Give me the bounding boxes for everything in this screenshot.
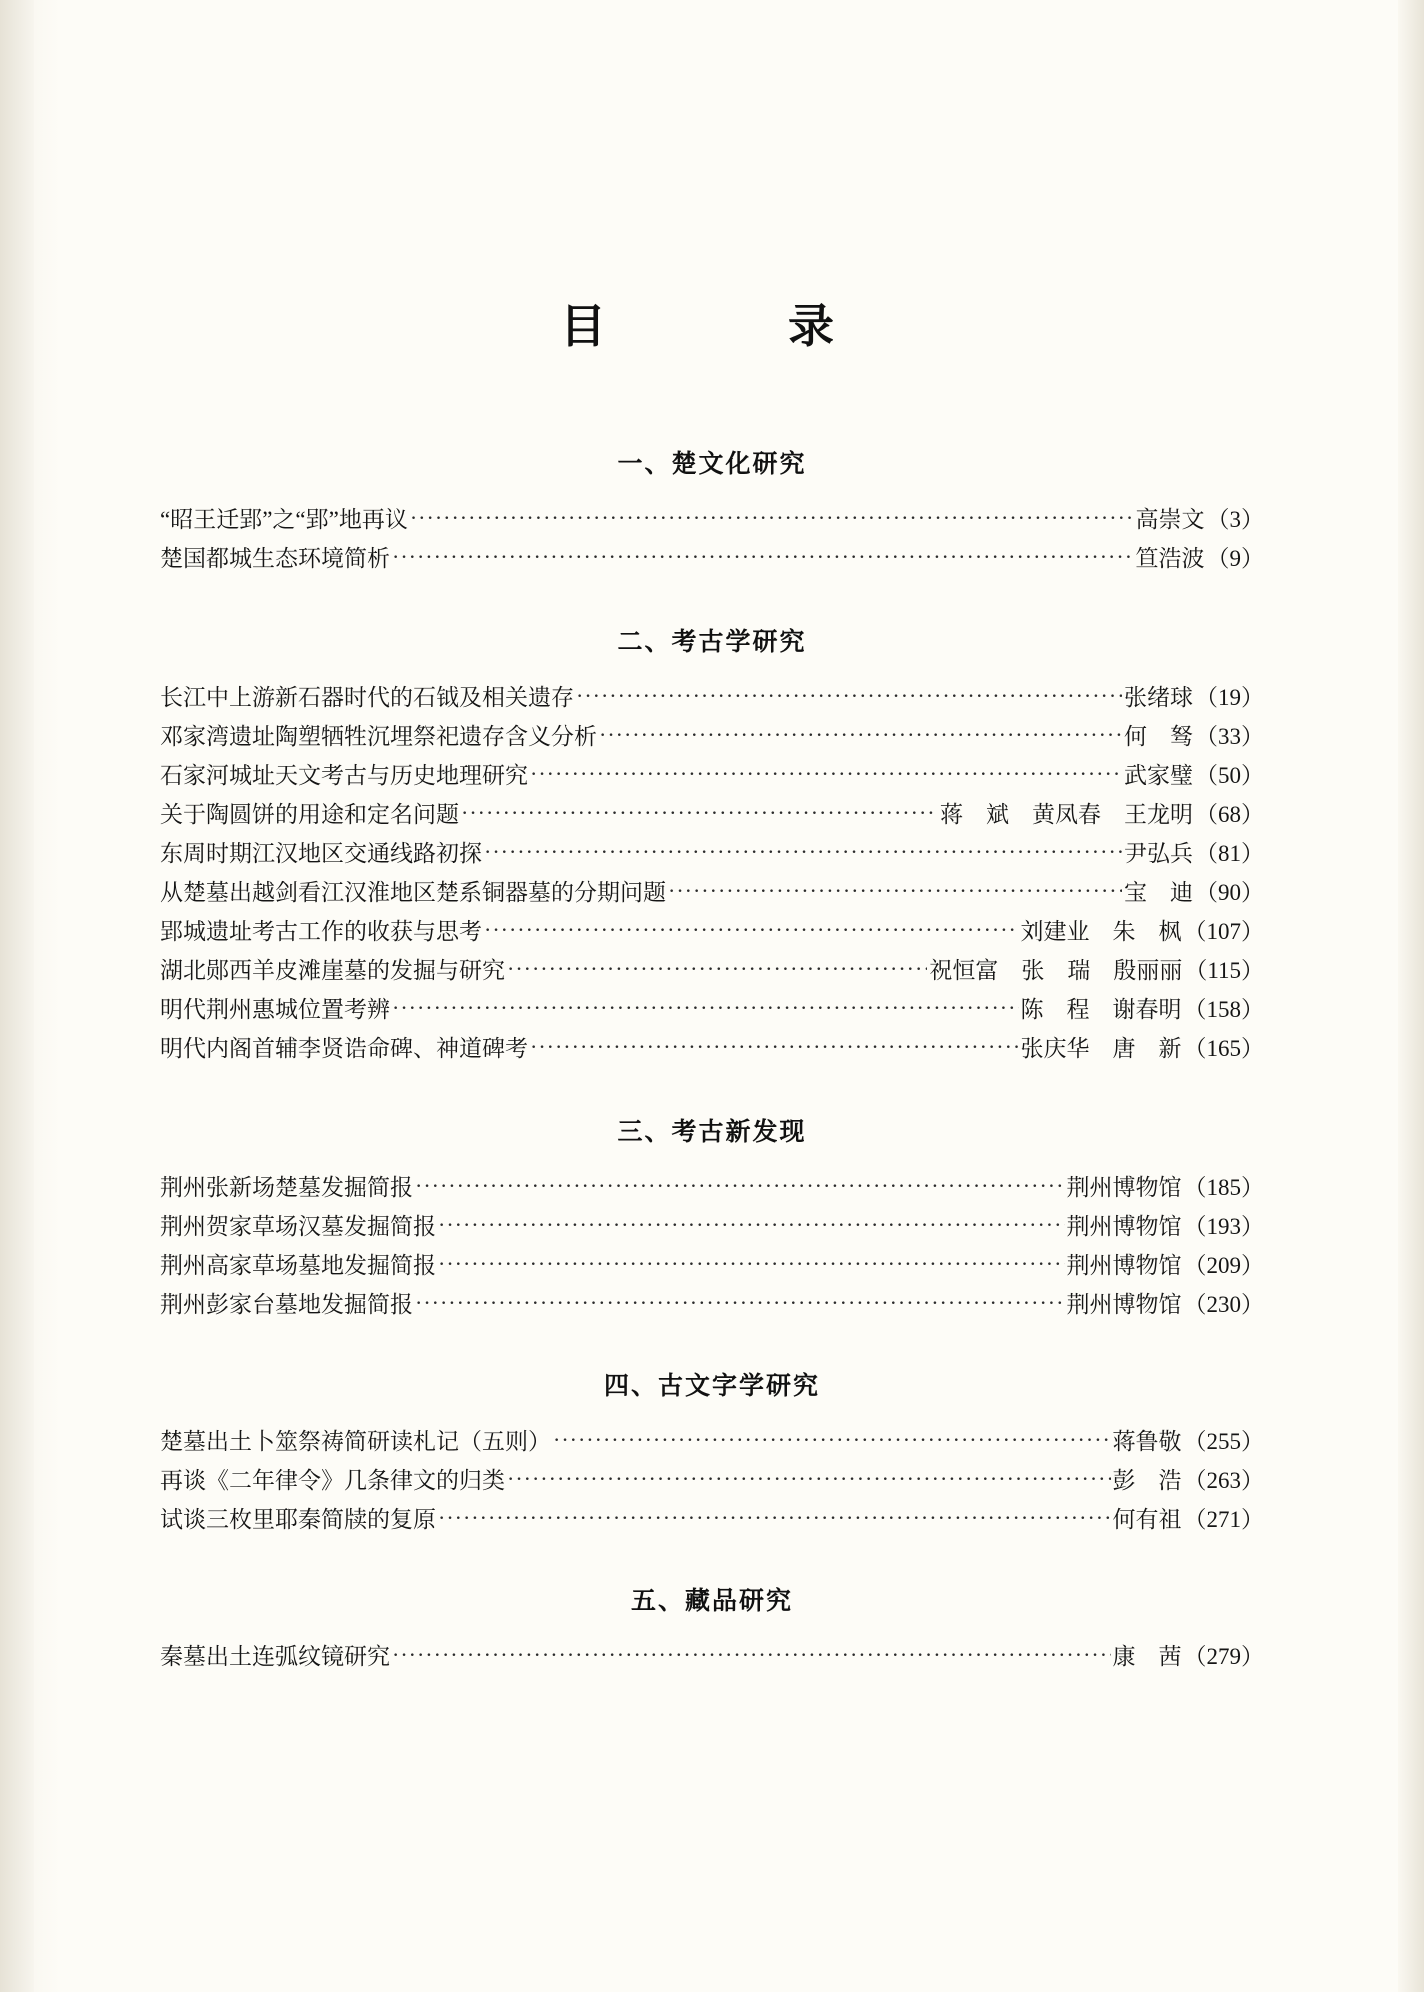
dot-leader bbox=[530, 1036, 1019, 1058]
page-title: 目 录 bbox=[560, 301, 864, 352]
toc-entry[interactable] bbox=[160, 539, 1264, 578]
entry-title: 再谈《二年律令》几条律文的归类 bbox=[160, 1468, 505, 1493]
toc-entry[interactable] bbox=[160, 873, 1264, 912]
entry-authors: 张绪球 bbox=[1124, 685, 1193, 710]
entry-authors: 康 茜 bbox=[1112, 1644, 1182, 1669]
dot-leader bbox=[415, 1292, 1065, 1314]
entry-title: 郢城遗址考古工作的收获与思考 bbox=[160, 919, 482, 944]
dot-leader bbox=[410, 507, 1134, 529]
entry-authors: 荆州博物馆 bbox=[1066, 1253, 1182, 1278]
section-heading-4: 四、古文字学研究 bbox=[603, 1373, 820, 1400]
entry-authors: 何 驽 bbox=[1124, 724, 1193, 749]
toc-entry[interactable] bbox=[160, 1207, 1264, 1246]
toc-entry[interactable] bbox=[160, 756, 1264, 795]
entry-title: 从楚墓出越剑看江汉淮地区楚系铜器墓的分期问题 bbox=[160, 880, 666, 905]
dot-leader bbox=[507, 958, 927, 980]
section-heading-5: 五、藏品研究 bbox=[630, 1588, 793, 1615]
entry-page-number: （165） bbox=[1183, 1036, 1264, 1061]
toc-entry[interactable] bbox=[160, 834, 1264, 873]
entry-title: 石家河城址天文考古与历史地理研究 bbox=[160, 763, 528, 788]
dot-leader bbox=[599, 724, 1122, 746]
entry-title: 秦墓出土连弧纹镜研究 bbox=[160, 1644, 390, 1669]
entry-title: 荆州高家草场墓地发掘简报 bbox=[160, 1253, 436, 1278]
dot-leader bbox=[553, 1429, 1111, 1451]
section-heading-3: 三、考古新发现 bbox=[617, 1119, 807, 1146]
entry-page-number: （279） bbox=[1183, 1644, 1264, 1669]
toc-entry[interactable] bbox=[160, 1029, 1264, 1068]
toc-entry[interactable] bbox=[160, 717, 1264, 756]
dot-leader bbox=[576, 685, 1122, 707]
toc-entry[interactable] bbox=[160, 795, 1264, 834]
toc-entry[interactable] bbox=[160, 1637, 1264, 1676]
entry-authors: 张庆华 唐 新 bbox=[1020, 1036, 1182, 1061]
entry-page-number: （50） bbox=[1195, 763, 1264, 788]
toc-entry[interactable] bbox=[160, 1246, 1264, 1285]
entry-page-number: （9） bbox=[1206, 546, 1264, 571]
dot-leader bbox=[507, 1468, 1111, 1490]
toc-entry[interactable] bbox=[160, 1422, 1264, 1461]
entry-title: 邓家湾遗址陶塑牺牲沉埋祭祀遗存含义分析 bbox=[160, 724, 597, 749]
entry-page-number: （107） bbox=[1183, 919, 1264, 944]
entry-authors: 彭 浩 bbox=[1112, 1468, 1182, 1493]
entry-title: 荆州贺家草场汉墓发掘简报 bbox=[160, 1214, 436, 1239]
dot-leader bbox=[415, 1175, 1065, 1197]
entry-page-number: （271） bbox=[1183, 1507, 1264, 1532]
entry-page-number: （3） bbox=[1206, 507, 1264, 532]
entry-page-number: （193） bbox=[1183, 1214, 1264, 1239]
entry-page-number: （209） bbox=[1183, 1253, 1264, 1278]
section-entries-4 bbox=[160, 1422, 1264, 1539]
entry-authors: 宝 迪 bbox=[1124, 880, 1193, 905]
dot-leader bbox=[461, 802, 938, 824]
dot-leader bbox=[392, 1644, 1111, 1666]
toc-entry[interactable] bbox=[160, 1500, 1264, 1539]
entry-page-number: （158） bbox=[1183, 997, 1264, 1022]
toc-entry[interactable] bbox=[160, 1285, 1264, 1324]
entry-page-number: （33） bbox=[1195, 724, 1264, 749]
page-edge-left bbox=[0, 0, 34, 1992]
section-entries-1 bbox=[160, 500, 1264, 578]
entry-title: 楚墓出土卜筮祭祷简研读札记（五则） bbox=[160, 1429, 551, 1454]
page-edge-right bbox=[1398, 0, 1424, 1992]
section-entries-5 bbox=[160, 1637, 1264, 1676]
entry-title: 明代内阁首辅李贤诰命碑、神道碑考 bbox=[160, 1036, 528, 1061]
entry-authors: 何有祖 bbox=[1112, 1507, 1182, 1532]
entry-title: 湖北郧西羊皮滩崖墓的发掘与研究 bbox=[160, 958, 505, 983]
dot-leader bbox=[668, 880, 1122, 902]
toc-entry[interactable] bbox=[160, 1168, 1264, 1207]
section-heading-2: 二、考古学研究 bbox=[617, 629, 807, 656]
dot-leader bbox=[484, 919, 1019, 941]
dot-leader bbox=[484, 841, 1122, 863]
entry-authors: 尹弘兵 bbox=[1124, 841, 1193, 866]
entry-title: “昭王迁郢”之“郢”地再议 bbox=[160, 507, 408, 532]
entry-title: 试谈三枚里耶秦简牍的复原 bbox=[160, 1507, 436, 1532]
entry-authors: 刘建业 朱 枫 bbox=[1020, 919, 1182, 944]
dot-leader bbox=[438, 1214, 1065, 1236]
entry-page-number: （185） bbox=[1183, 1175, 1264, 1200]
toc-entry[interactable] bbox=[160, 990, 1264, 1029]
entry-title: 东周时期江汉地区交通线路初探 bbox=[160, 841, 482, 866]
dot-leader bbox=[438, 1507, 1111, 1529]
entry-authors: 笪浩波 bbox=[1135, 546, 1205, 571]
section-heading-1: 一、楚文化研究 bbox=[617, 451, 807, 478]
entry-page-number: （255） bbox=[1183, 1429, 1264, 1454]
dot-leader bbox=[392, 997, 1019, 1019]
toc-entry[interactable] bbox=[160, 951, 1264, 990]
entry-authors: 蒋鲁敬 bbox=[1112, 1429, 1182, 1454]
toc-entry[interactable] bbox=[160, 678, 1264, 717]
toc-entry[interactable] bbox=[160, 500, 1264, 539]
dot-leader bbox=[438, 1253, 1065, 1275]
toc-entry[interactable] bbox=[160, 912, 1264, 951]
toc-entry[interactable] bbox=[160, 1461, 1264, 1500]
entry-page-number: （19） bbox=[1195, 685, 1264, 710]
entry-title: 楚国都城生态环境简析 bbox=[160, 546, 390, 571]
entry-page-number: （90） bbox=[1195, 880, 1264, 905]
dot-leader bbox=[530, 763, 1122, 785]
toc-content bbox=[160, 0, 1264, 1992]
entry-authors: 祝恒富 张 瑞 殷丽丽 bbox=[929, 958, 1183, 983]
entry-page-number: （81） bbox=[1195, 841, 1264, 866]
section-entries-3 bbox=[160, 1168, 1264, 1324]
entry-title: 长江中上游新石器时代的石钺及相关遗存 bbox=[160, 685, 574, 710]
entry-title: 荆州彭家台墓地发掘简报 bbox=[160, 1292, 413, 1317]
entry-title: 明代荆州惠城位置考辨 bbox=[160, 997, 390, 1022]
entry-title: 关于陶圆饼的用途和定名问题 bbox=[160, 802, 459, 827]
entry-authors: 高崇文 bbox=[1135, 507, 1205, 532]
entry-page-number: （115） bbox=[1184, 958, 1264, 983]
entry-authors: 武家璧 bbox=[1124, 763, 1193, 788]
entry-page-number: （263） bbox=[1183, 1468, 1264, 1493]
dot-leader bbox=[392, 546, 1134, 568]
entry-authors: 荆州博物馆 bbox=[1066, 1292, 1182, 1317]
entry-authors: 陈 程 谢春明 bbox=[1020, 997, 1182, 1022]
entry-authors: 蒋 斌 黄凤春 王龙明 bbox=[940, 802, 1193, 827]
entry-authors: 荆州博物馆 bbox=[1066, 1214, 1182, 1239]
section-entries-2 bbox=[160, 678, 1264, 1068]
entry-page-number: （68） bbox=[1195, 802, 1264, 827]
entry-title: 荆州张新场楚墓发掘简报 bbox=[160, 1175, 413, 1200]
entry-authors: 荆州博物馆 bbox=[1066, 1175, 1182, 1200]
entry-page-number: （230） bbox=[1183, 1292, 1264, 1317]
